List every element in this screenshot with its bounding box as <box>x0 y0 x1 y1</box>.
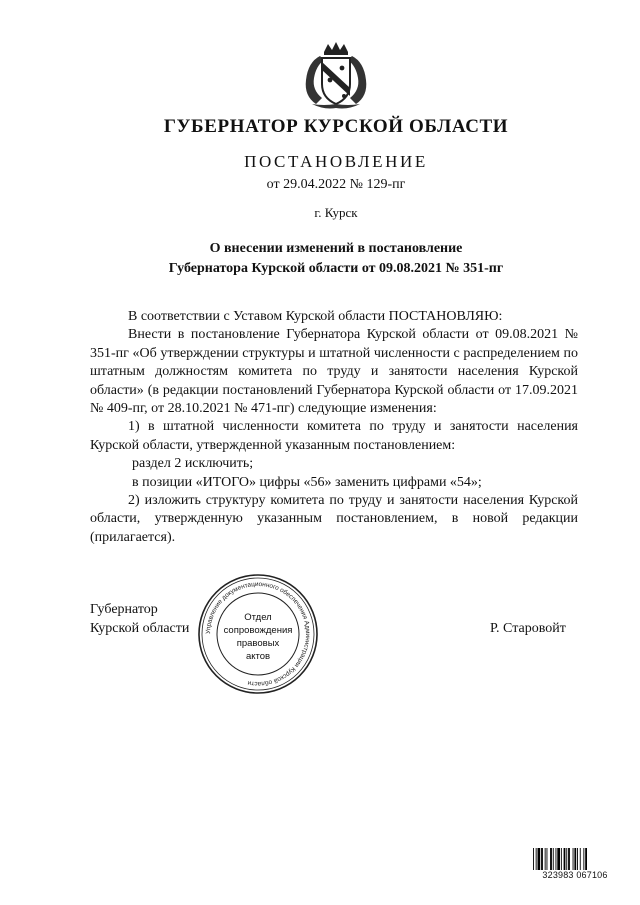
issuing-authority: ГУБЕРНАТОР КУРСКОЙ ОБЛАСТИ <box>163 116 509 137</box>
barcode-number: 323983 067106 <box>542 870 608 880</box>
barcode-bar <box>557 848 560 870</box>
stamp-line-3: правовых <box>236 638 280 649</box>
stamp-line-1: Отдел <box>244 612 272 623</box>
barcode-bar <box>550 848 552 870</box>
barcode-bar <box>561 848 562 870</box>
body-paragraph-item-2: 2) изложить структуру комитета по труду и занятости населения Курской области, утвержденную указанным постановлением, в новой редакции (прилагается). <box>90 493 578 545</box>
official-stamp <box>196 572 320 696</box>
signatory-title-line-1: Губернатор <box>90 602 158 617</box>
barcode-bar <box>556 848 557 870</box>
barcode-bar <box>547 848 548 870</box>
barcode-bar <box>536 848 537 870</box>
signatory-title <box>90 600 189 638</box>
body-paragraph-subitem-2: в позиции «ИТОГО» цифры «56» заменить цифрами «54»; <box>132 474 482 490</box>
barcode-bar <box>573 848 574 870</box>
body-paragraph-preamble: В соответствии с Уставом Курской области ПОСТАНОВЛЯЮ: <box>128 309 503 324</box>
signatory-name: Р. Старовойт <box>490 621 566 636</box>
barcode-bar <box>564 848 566 870</box>
document-city: г. Курск <box>314 205 358 220</box>
barcode-bar <box>541 848 543 870</box>
body-paragraph-subitem-1: раздел 2 исключить; <box>132 456 254 472</box>
document-type: ПОСТАНОВЛЕНИЕ <box>244 152 428 171</box>
barcode-bar <box>545 848 546 870</box>
barcode-bar <box>538 848 541 870</box>
document-subject <box>0 239 640 279</box>
barcode <box>532 848 618 870</box>
barcode-bar <box>568 848 570 870</box>
stamp-ring-text: Управление документационного обеспечения Администрации Курской области <box>204 580 312 688</box>
subject-line-2: Губернатора Курской области от 09.08.2021 № 351-пг <box>168 261 504 276</box>
barcode-bar <box>533 848 534 870</box>
document-body <box>90 308 578 547</box>
stamp-line-2: сопровождения <box>223 625 293 636</box>
stamp-line-4: актов <box>245 651 271 662</box>
coat-of-arms-emblem <box>298 40 374 112</box>
barcode-bar <box>574 848 576 870</box>
barcode-bar <box>566 848 567 870</box>
body-paragraph-main: Внести в постановление Губернатора Курской области от 09.08.2021 № 351-пг «Об утверждении структуры и штатной численности с распределением по штатным должностям комитета по труду и занятости населения Курской области» (в редакции постановлений Губернатора Курской области от 17.09.2021 № 409-пг, от 28.10.2021 № 471-пг) следующие изменения: <box>90 327 578 417</box>
barcode-bar <box>577 848 578 870</box>
barcode-bar <box>583 848 584 870</box>
barcode-bar <box>553 848 554 870</box>
body-paragraph-item-1: 1) в штатной численности комитета по труду и занятости населения Курской области, утвержденной указанным постановлением: <box>90 419 578 453</box>
document-date-number: от 29.04.2022 № 129-пг <box>266 177 406 192</box>
subject-line-1: О внесении изменений в постановление <box>209 241 463 256</box>
barcode-bar <box>585 848 587 870</box>
barcode-bar <box>580 848 581 870</box>
signatory-title-line-2: Курской области <box>90 621 190 636</box>
